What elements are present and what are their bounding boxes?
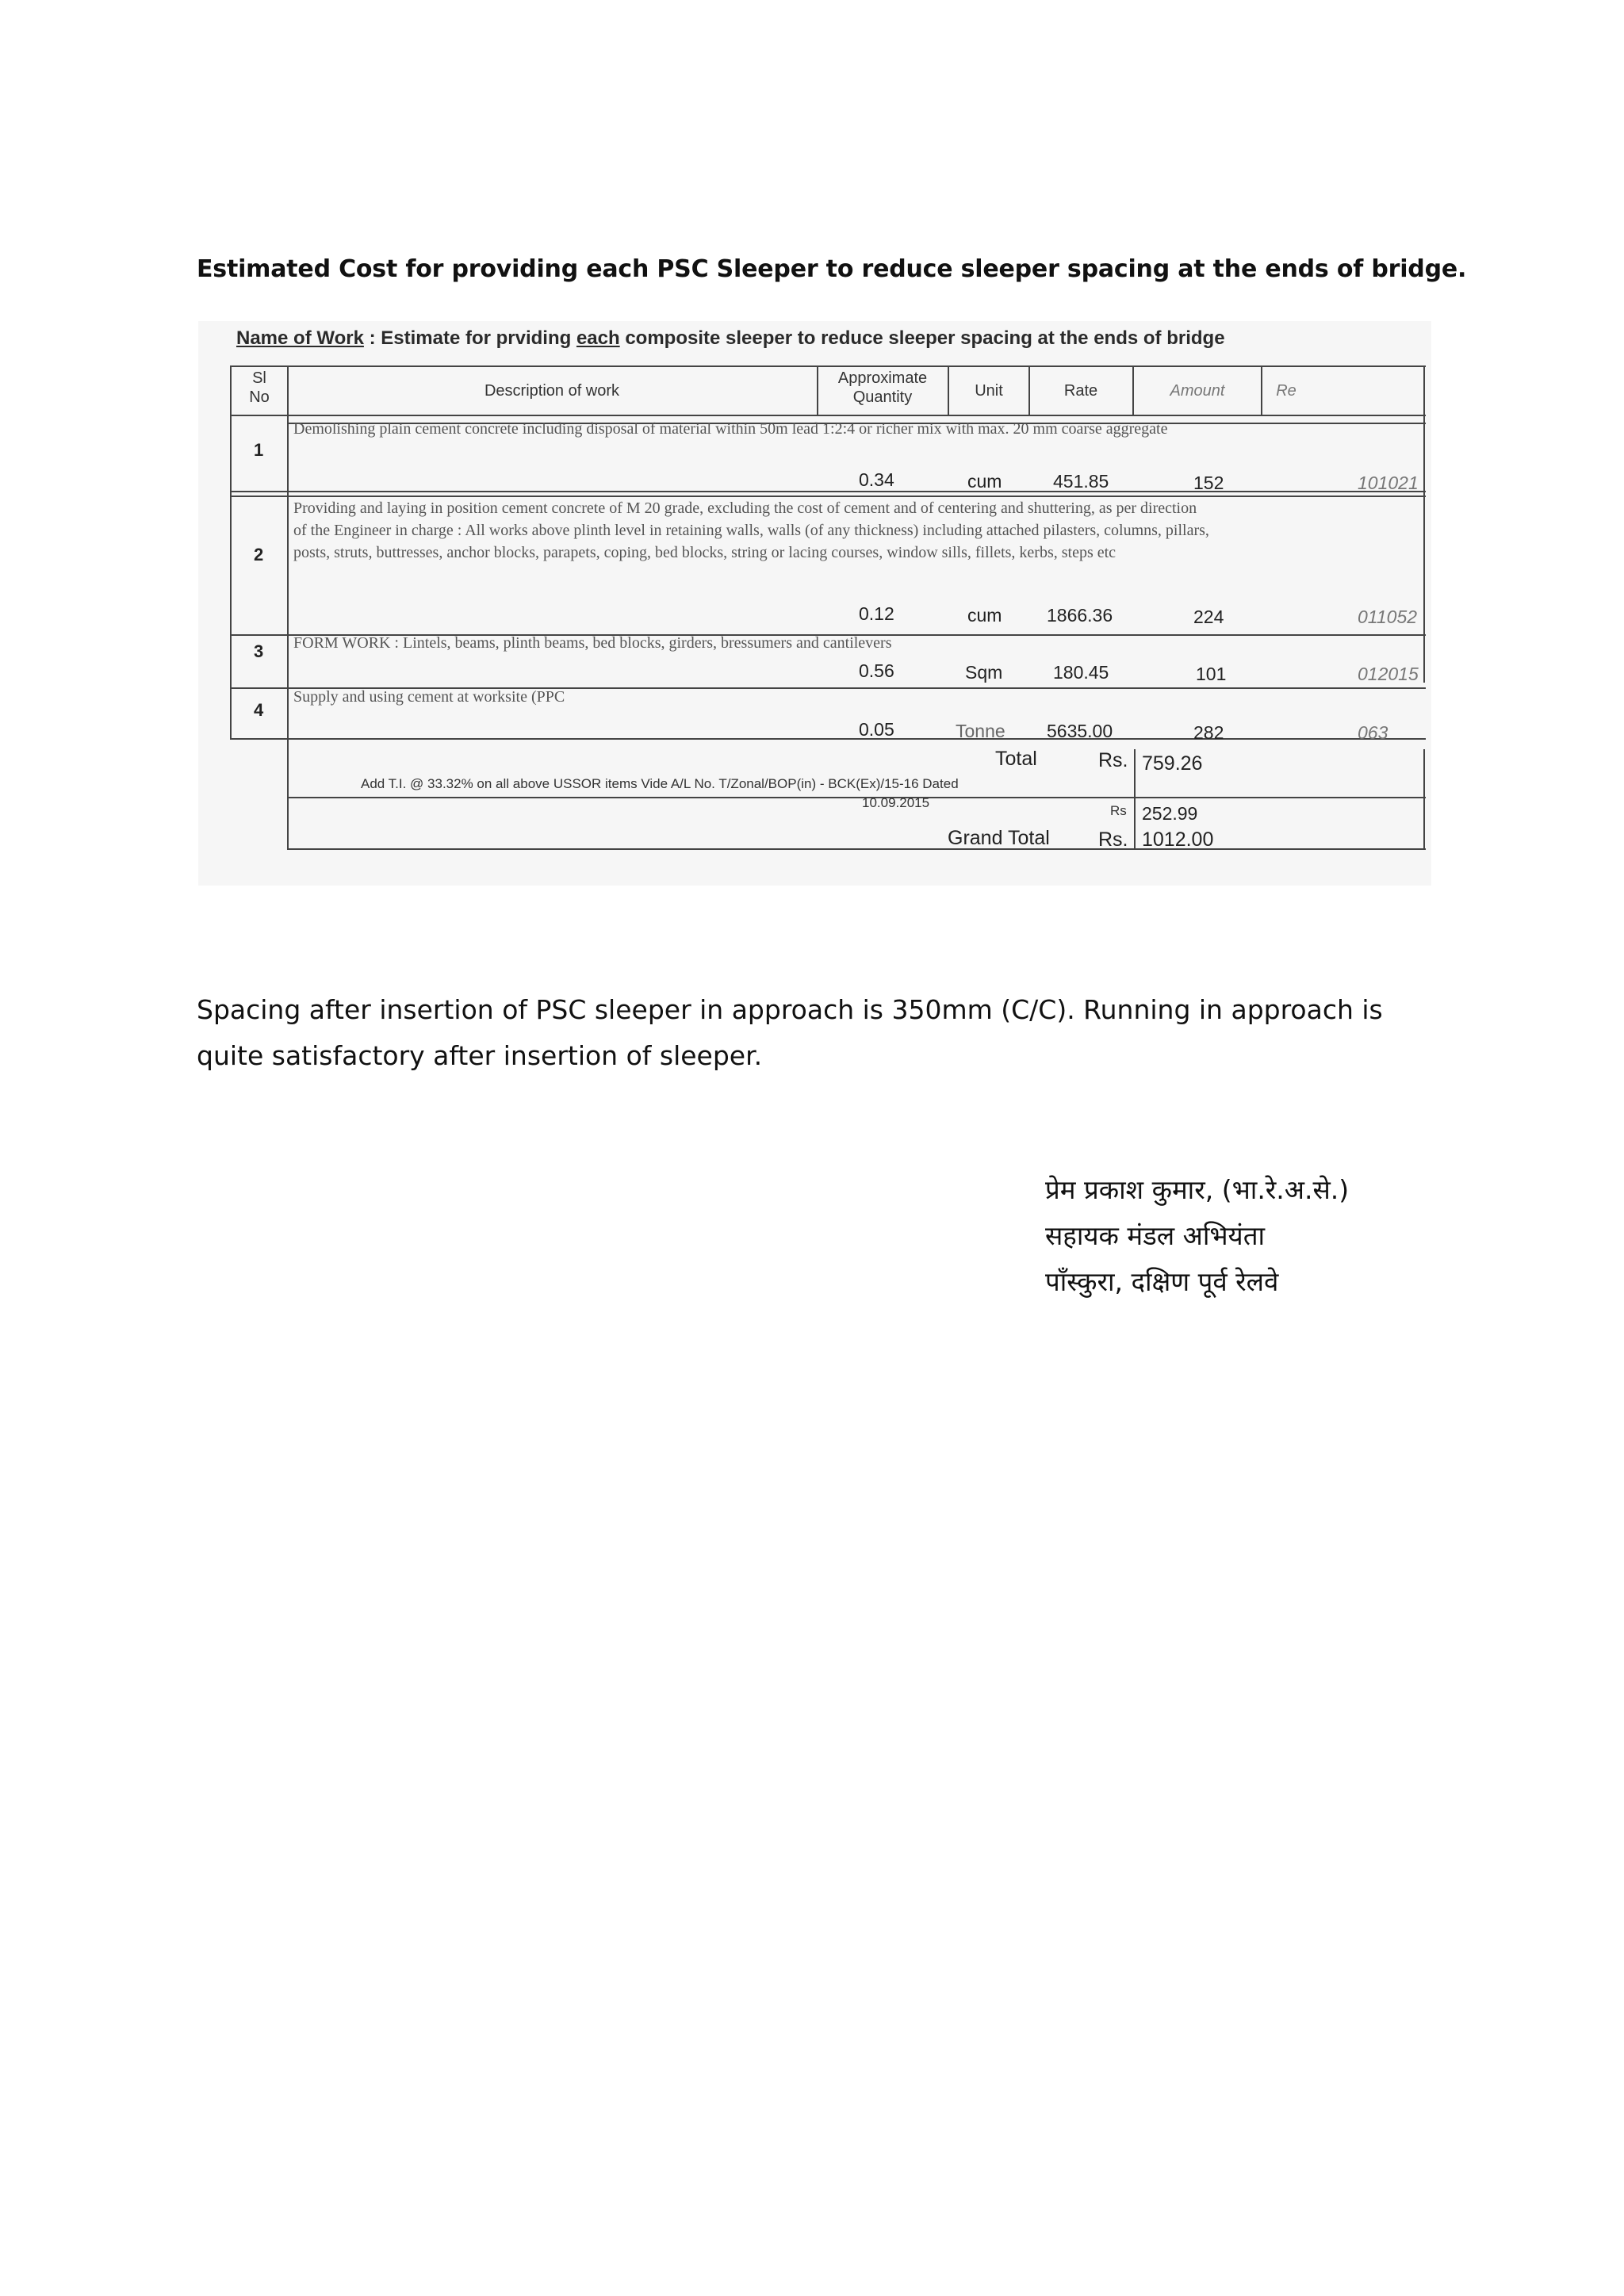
grid-line — [1423, 749, 1425, 849]
grand-total-label: Grand Total — [948, 827, 1050, 849]
row-3-qty: 0.56 — [859, 660, 894, 681]
name-of-work-post: composite sleeper to reduce sleeper spacing at the ends of bridge — [619, 327, 1225, 349]
row-2-remark: 011052 — [1358, 607, 1418, 627]
grid-line — [1423, 365, 1425, 683]
col-header-remarks: Re — [1276, 382, 1297, 400]
row-4-unit: Tonne — [956, 721, 1005, 741]
row-4-description: Supply and using cement at worksite (PPC — [293, 688, 565, 706]
add-ti-date: 10.09.2015 — [862, 795, 930, 810]
row-2-sl: 2 — [254, 545, 264, 564]
signature-name: प्रेम प्रकाश कुमार, (भा.रे.अ.से.) — [1045, 1174, 1350, 1205]
col-header-sl — [233, 369, 285, 407]
row-2-rate: 1866.36 — [1047, 605, 1113, 626]
grand-total-value: 1012.00 — [1142, 828, 1214, 851]
row-4-qty: 0.05 — [859, 719, 894, 740]
row-1-unit: cum — [967, 471, 1002, 492]
name-of-work-each: each — [576, 327, 620, 349]
row-3-rate: 180.45 — [1053, 662, 1109, 683]
row-4-amount: 282 — [1193, 722, 1224, 743]
row-4-sl: 4 — [254, 700, 264, 720]
grand-total-rs: Rs. — [1098, 828, 1128, 851]
row-1-description: Demolishing plain cement concrete including disposal of material within 50m lead 1:2:4 or richer mix with max. 20 mm coarse aggregate — [293, 420, 1168, 438]
total-value: 759.26 — [1142, 752, 1203, 775]
row-3-remark: 012015 — [1358, 664, 1419, 684]
grid-line — [287, 797, 1426, 798]
row-1-amount: 152 — [1193, 473, 1224, 493]
grid-line — [230, 365, 1426, 367]
add-ti-value: 252.99 — [1142, 803, 1198, 824]
col-header-amount: Amount — [1170, 382, 1225, 400]
signature-location: पाँस्कुरा, दक्षिण पूर्व रेलवे — [1045, 1266, 1279, 1297]
row-2-qty: 0.12 — [859, 603, 894, 624]
row-3-sl: 3 — [254, 641, 264, 661]
row-1-remark: 101021 — [1358, 473, 1419, 493]
signature-block — [1045, 1167, 1349, 1305]
grid-line — [230, 415, 1426, 416]
row-3-unit: Sqm — [965, 662, 1003, 683]
add-ti-rs: Rs — [1110, 803, 1127, 818]
row-4-remark: 063 — [1358, 722, 1388, 743]
total-rs: Rs. — [1098, 749, 1128, 771]
name-of-work — [236, 327, 1225, 350]
col-header-rate: Rate — [1063, 382, 1098, 400]
row-3-amount: 101 — [1196, 664, 1227, 684]
row-1-rate: 451.85 — [1053, 471, 1109, 492]
row-3-description: FORM WORK : Lintels, beams, plinth beams, bed blocks, girders, bressumers and cantilevers — [293, 634, 892, 652]
grid-line — [230, 738, 1426, 740]
col-header-sl-line2: No — [249, 388, 270, 406]
col-header-quantity-line2: Quantity — [852, 388, 913, 406]
row-4-rate: 5635.00 — [1047, 721, 1113, 741]
grid-line — [1134, 749, 1136, 849]
row-2-description: Providing and laying in position cement concrete of M 20 grade, excluding the cost of cement and of centering and shuttering, as per direction of the Engineer in charge : All works above plinth level in retaining walls, walls (of any thickness) including attached pilasters, columns, pillars, posts, struts, buttresses, anchor blocks, parapets, coping, bed blocks, string or lacing courses, window sills, fillets, kerbs, steps etc — [293, 499, 1209, 561]
col-header-quantity-line1: Approximate — [837, 369, 928, 387]
col-header-unit: Unit — [975, 382, 1003, 400]
row-1-qty: 0.34 — [859, 469, 894, 490]
grid-line — [230, 365, 232, 738]
grid-line — [230, 491, 1426, 492]
name-of-work-sep: : — [363, 327, 381, 349]
scanned-estimate — [198, 321, 1431, 886]
col-header-description: Description of work — [484, 382, 620, 400]
document-heading: Estimated Cost for providing each PSC Sleeper to reduce sleeper spacing at the ends of bridge. — [197, 255, 1467, 283]
grid-line — [287, 365, 289, 849]
row-1-sl: 1 — [254, 440, 264, 460]
name-of-work-label: Name of Work — [236, 327, 364, 349]
grid-line — [287, 848, 1426, 850]
signature-designation: सहायक मंडल अभियंता — [1045, 1220, 1266, 1251]
body-paragraph: Spacing after insertion of PSC sleeper in approach is 350mm (C/C). Running in approach is quite satisfactory after insertion of sleeper. — [197, 994, 1383, 1071]
add-ti-text: Add T.I. @ 33.32% on all above USSOR items Vide A/L No. T/Zonal/BOP(in) - BCK(Ex)/15-16 Dated — [361, 776, 959, 791]
row-2-amount: 224 — [1193, 607, 1224, 627]
row-2-unit: cum — [967, 605, 1002, 626]
name-of-work-pre: Estimate for prviding — [381, 327, 576, 349]
col-header-sl-line1: Sl — [252, 369, 266, 387]
total-label: Total — [995, 748, 1037, 770]
col-header-quantity — [818, 369, 947, 407]
